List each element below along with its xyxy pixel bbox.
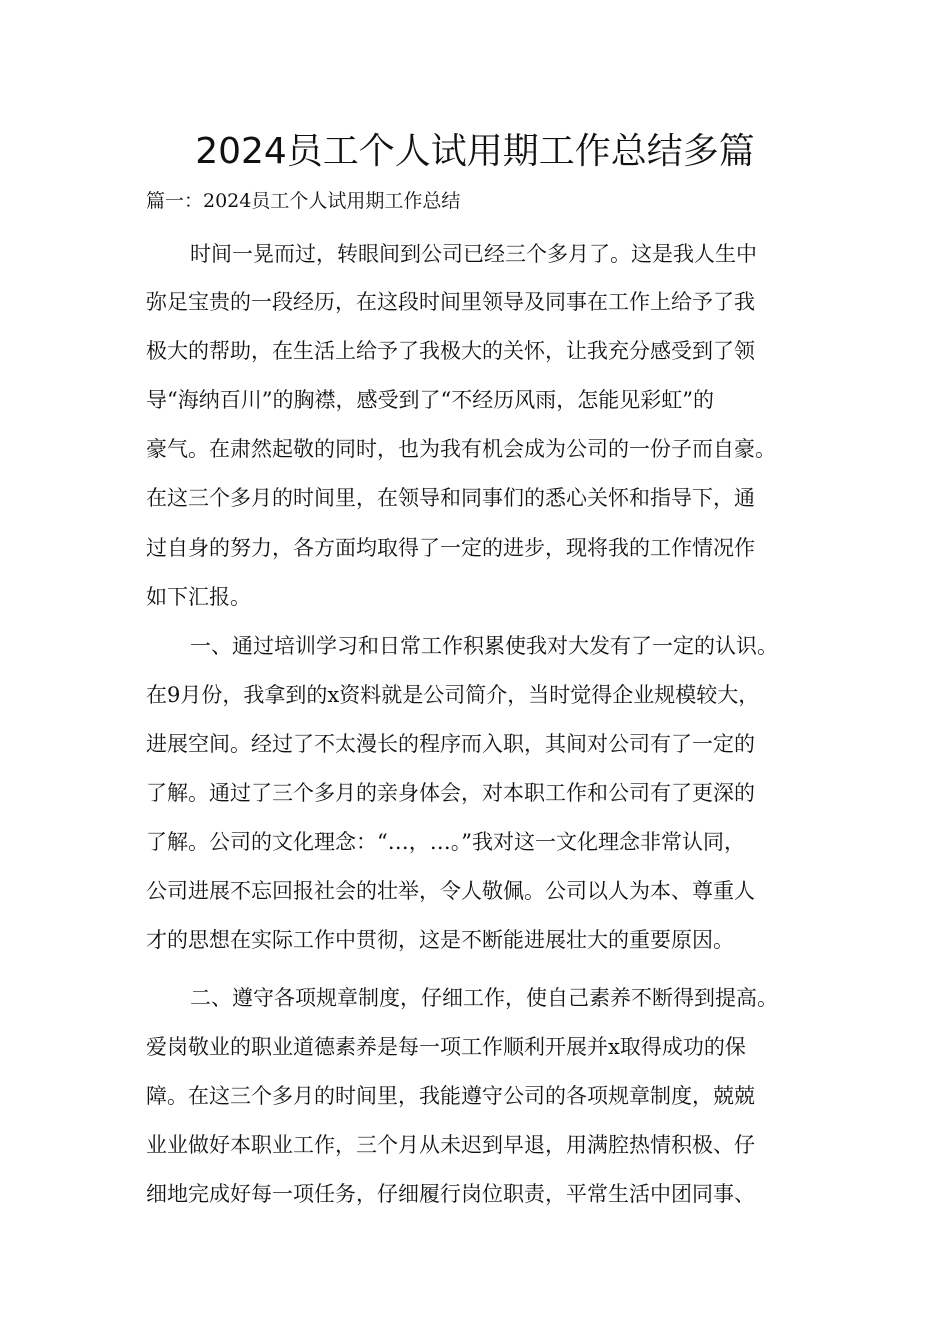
body-line: 业业做好本职业工作，三个月从未迟到早退，用满腔热情积极、仔 — [146, 1133, 755, 1157]
body-line: 才的思想在实际工作中贯彻，这是不断能进展壮大的重要原因。 — [146, 928, 734, 952]
body-line: 豪气。在肃然起敬的同时，也为我有机会成为公司的一份子而自豪。 — [146, 437, 776, 461]
body-line: 了解。通过了三个多月的亲身体会，对本职工作和公司有了更深的 — [146, 781, 755, 805]
body-line: 导“海纳百川”的胸襟，感受到了“不经历风雨，怎能见彩虹”的 — [146, 388, 714, 412]
body-line: 公司进展不忘回报社会的壮举，令人敬佩。公司以人为本、尊重人 — [146, 879, 755, 903]
body-line: 二、遵守各项规章制度，仔细工作，使自己素养不断得到提高。 — [190, 986, 778, 1010]
body-line: 了解。公司的文化理念：“…，…。”我对这一文化理念非常认同， — [146, 830, 745, 854]
body-line: 过自身的努力，各方面均取得了一定的进步，现将我的工作情况作 — [146, 536, 755, 560]
body-line: 进展空间。经过了不太漫长的程序而入职，其间对公司有了一定的 — [146, 732, 755, 756]
body-line: 在这三个多月的时间里，在领导和同事们的悉心关怀和指导下，通 — [146, 486, 755, 510]
body-line: 细地完成好每一项任务，仔细履行岗位职责，平常生活中团同事、 — [146, 1182, 755, 1206]
body-line: 极大的帮助，在生活上给予了我极大的关怀，让我充分感受到了领 — [146, 339, 755, 363]
body-line: 弥足宝贵的一段经历，在这段时间里领导及同事在工作上给予了我 — [146, 290, 755, 314]
body-line: 如下汇报。 — [146, 585, 251, 609]
section-heading: 篇一：2024员工个人试用期工作总结 — [146, 190, 461, 212]
body-line: 一、通过培训学习和日常工作积累使我对大发有了一定的认识。 — [190, 634, 778, 658]
body-line: 在9月份，我拿到的x资料就是公司简介，当时觉得企业规模较大， — [146, 683, 760, 707]
document-title: 2024员工个人试用期工作总结多篇 — [195, 131, 755, 172]
body-line: 时间一晃而过，转眼间到公司已经三个多月了。这是我人生中 — [190, 242, 757, 266]
body-line: 爱岗敬业的职业道德素养是每一项工作顺利开展并x取得成功的保 — [146, 1035, 746, 1059]
body-line: 障。在这三个多月的时间里，我能遵守公司的各项规章制度，兢兢 — [146, 1084, 755, 1108]
